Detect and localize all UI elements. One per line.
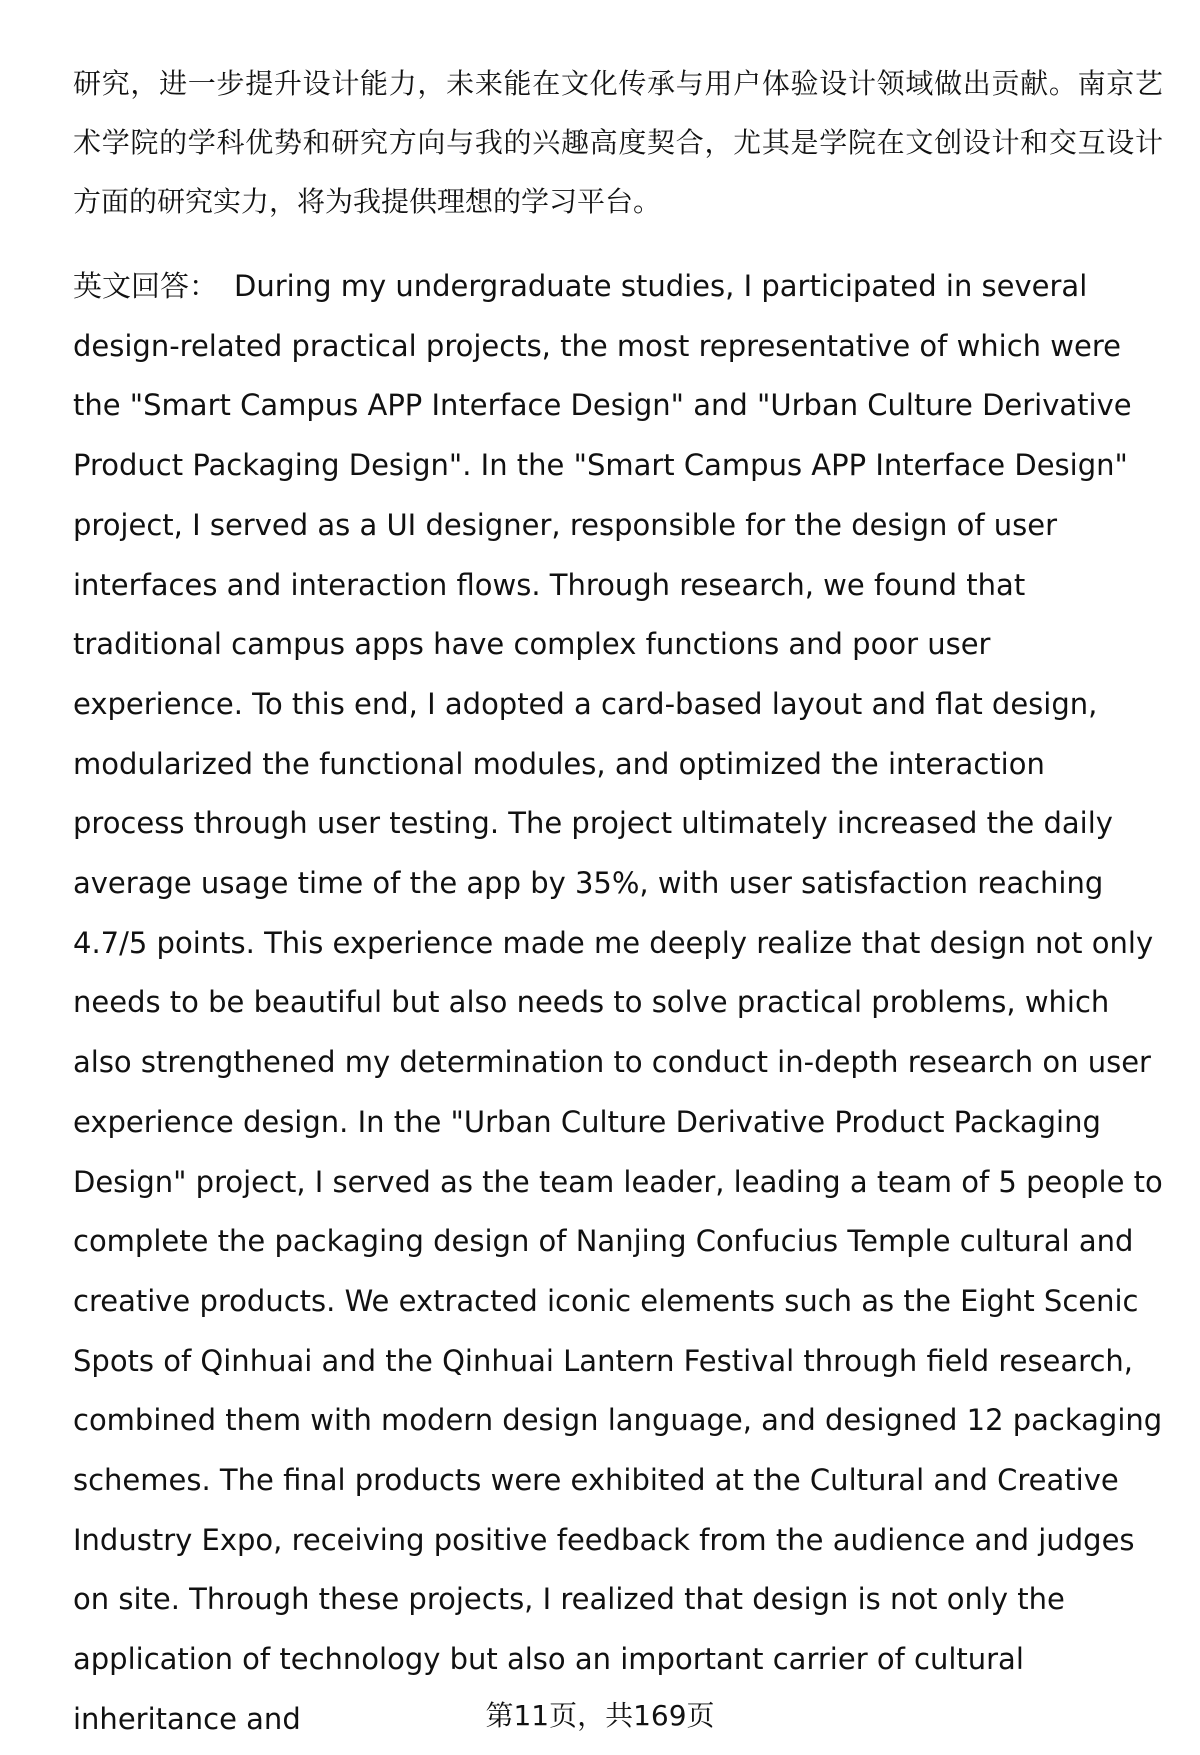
english-answer-label: 英文回答：	[73, 269, 219, 303]
document-body	[73, 54, 1163, 1750]
chinese-paragraph: 研究，进一步提升设计能力，未来能在文化传承与用户体验设计领域做出贡献。南京艺术学院的学科优势和研究方向与我的兴趣高度契合，尤其是学院在文创设计和交互设计方面的研究实力，将为我提供理想的学习平台。	[73, 67, 1163, 218]
english-answer-paragraph	[73, 257, 1163, 1750]
page-number: 第11页，共169页	[485, 1699, 715, 1732]
english-answer-text: During my undergraduate studies, I participated in several design-related practical projects, the most representative of which were the "Smart Campus APP Interface Design" and "Urban Culture Derivative Product Packaging Design". In the "Smart Campus APP Interface Design" project, I served as a UI designer, responsible for the design of user interfaces and interaction flows. Through research, we found that traditional campus apps have complex functions and poor user experience. To this end, I adopted a card-based layout and flat design, modularized the functional modules, and optimized the interaction process through user testing. The project ultimately increased the daily average usage time of the app by 35%, with user satisfaction reaching 4.7/5 points. This experience made me deeply realize that design not only needs to be beautiful but also needs to solve practical problems, which also strengthened my determination to conduct in-depth research on user experience design. In the "Urban Culture Derivative Product Packaging Design" project, I served as the team leader, leading a team of 5 people to complete the packaging design of Nanjing Confucius Temple cultural and creative products. We extracted iconic elements such as the Eight Scenic Spots of Qinhuai and the Qinhuai Lantern Festival through field research, combined them with modern design language, and designed 12 packaging schemes. The final products were exhibited at the Cultural and Creative Industry Expo, receiving positive feedback from the audience and judges on site. Through these projects, I realized that design is not only the application of technology but also an important carrier of cultural inheritance and	[73, 269, 1163, 1736]
